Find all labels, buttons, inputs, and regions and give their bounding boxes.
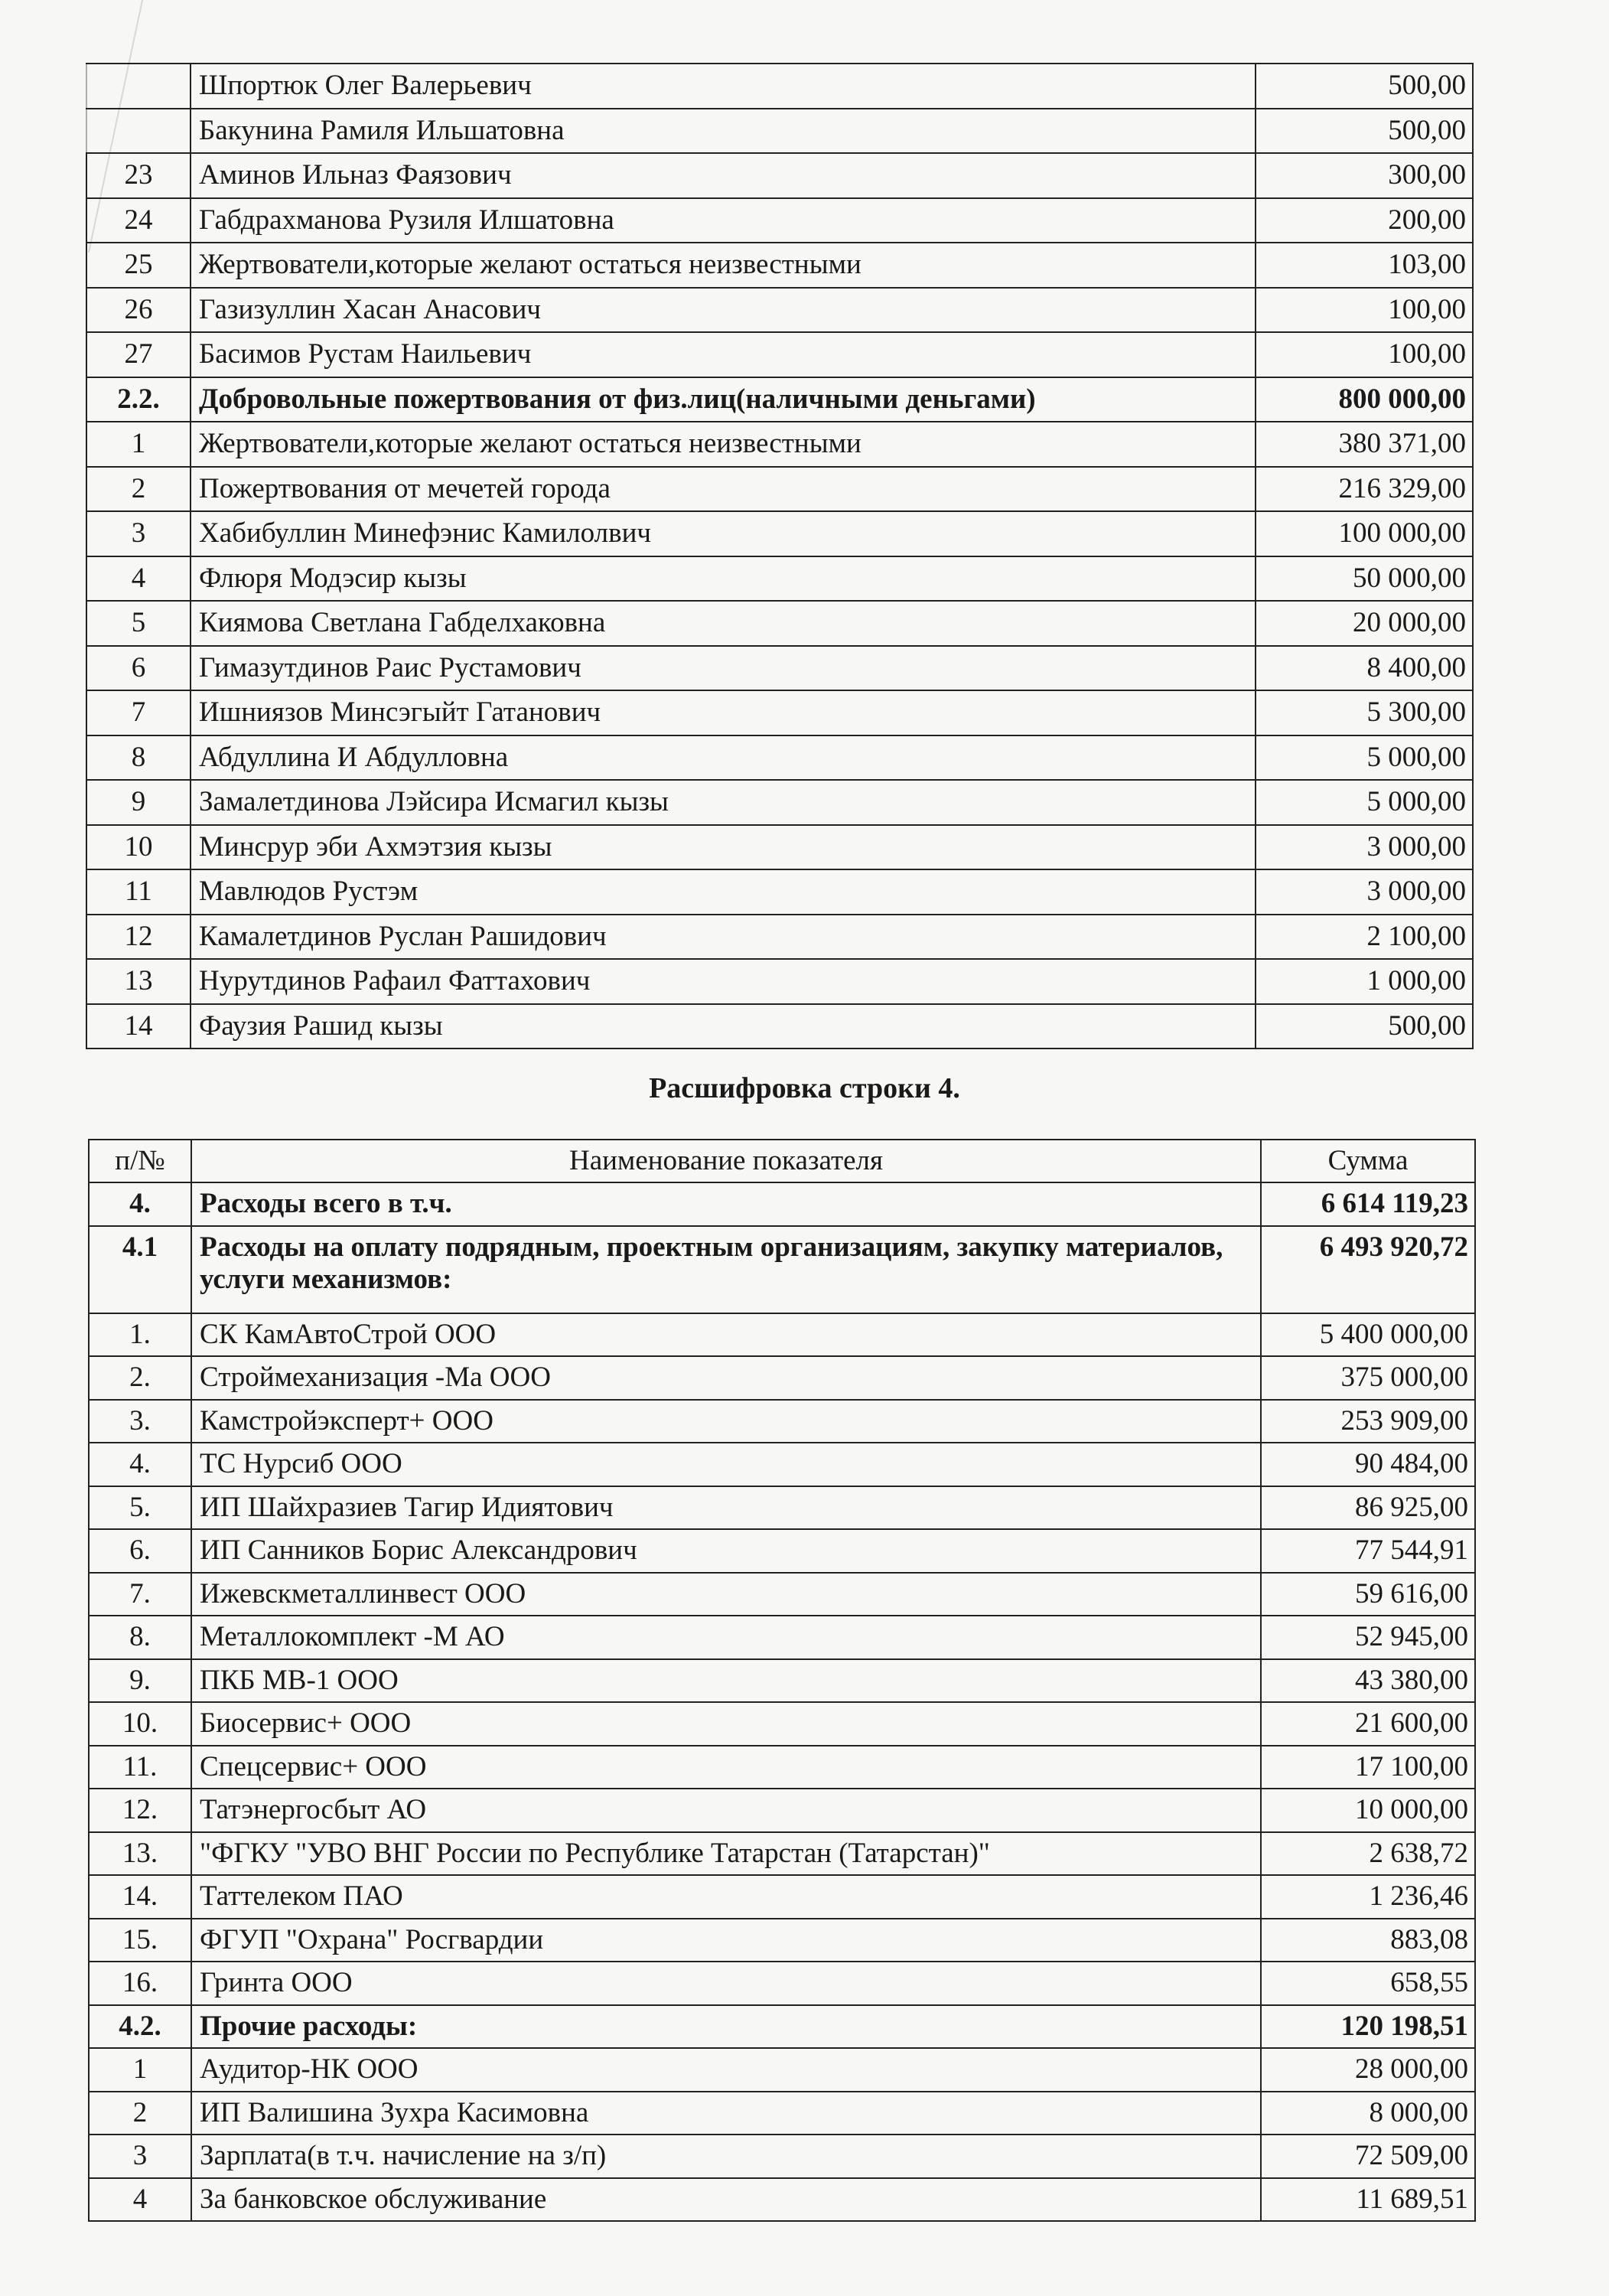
cell-name: Замалетдинова Лэйсира Исмагил кызы <box>191 780 1256 825</box>
table-row <box>89 1789 1475 1832</box>
cell-num: 10. <box>89 1702 191 1746</box>
cell-name: Прочие расходы: <box>191 2005 1261 2049</box>
cell-amount: 380 371,00 <box>1256 422 1473 467</box>
cell-amount: 6 493 920,72 <box>1261 1226 1475 1313</box>
cell-num: 4.1 <box>89 1226 191 1313</box>
cell-name: ИП Шайхразиев Тагир Идиятович <box>191 1486 1261 1530</box>
cell-name: Фаузия Рашид кызы <box>191 1004 1256 1049</box>
cell-name: Мавлюдов Рустэм <box>191 869 1256 915</box>
cell-num: 4. <box>89 1443 191 1486</box>
table-row <box>89 2048 1475 2092</box>
cell-num: 4 <box>89 2178 191 2222</box>
cell-amount: 658,55 <box>1261 1962 1475 2005</box>
table-row <box>86 869 1473 915</box>
table-row <box>89 1919 1475 1962</box>
table-row <box>86 422 1473 467</box>
cell-amount: 72 509,00 <box>1261 2135 1475 2178</box>
cell-amount: 200,00 <box>1256 198 1473 243</box>
cell-name: Габдрахманова Рузиля Илшатовна <box>191 198 1256 243</box>
cell-amount: 17 100,00 <box>1261 1746 1475 1789</box>
cell-num: 1 <box>89 2048 191 2092</box>
donations-table <box>86 63 1474 1049</box>
cell-name: ИП Валишина Зухра Касимовна <box>191 2092 1261 2135</box>
cell-num: 16. <box>89 1962 191 2005</box>
table-row <box>86 915 1473 960</box>
cell-amount: 500,00 <box>1256 64 1473 109</box>
cell-name: Строймеханизация -Ма ООО <box>191 1356 1261 1400</box>
cell-name: Гринта ООО <box>191 1962 1261 2005</box>
table-row <box>86 735 1473 781</box>
cell-amount: 59 616,00 <box>1261 1573 1475 1616</box>
table-row <box>86 243 1473 288</box>
header-name: Наименование показателя <box>191 1140 1261 1182</box>
cell-name: Жертвователи,которые желают остаться неизвестными <box>191 243 1256 288</box>
cell-name: Нурутдинов Рафаил Фаттахович <box>191 959 1256 1004</box>
cell-amount: 86 925,00 <box>1261 1486 1475 1530</box>
table-row <box>86 780 1473 825</box>
cell-num: 14 <box>86 1004 191 1049</box>
cell-num: 8. <box>89 1616 191 1659</box>
cell-amount: 883,08 <box>1261 1919 1475 1962</box>
table-row <box>89 2092 1475 2135</box>
table-row <box>86 332 1473 377</box>
cell-amount: 5 400 000,00 <box>1261 1313 1475 1357</box>
cell-amount: 253 909,00 <box>1261 1400 1475 1443</box>
cell-num: 27 <box>86 332 191 377</box>
cell-amount: 3 000,00 <box>1256 825 1473 870</box>
table-row <box>86 288 1473 333</box>
cell-num <box>86 109 191 154</box>
cell-name: Жертвователи,которые желают остаться неизвестными <box>191 422 1256 467</box>
cell-amount: 500,00 <box>1256 109 1473 154</box>
cell-num: 24 <box>86 198 191 243</box>
cell-name: ТС Нурсиб ООО <box>191 1443 1261 1486</box>
cell-amount: 5 000,00 <box>1256 780 1473 825</box>
cell-amount: 10 000,00 <box>1261 1789 1475 1832</box>
cell-amount: 77 544,91 <box>1261 1529 1475 1573</box>
cell-num: 13. <box>89 1832 191 1876</box>
cell-name: Металлокомплект -М АО <box>191 1616 1261 1659</box>
cell-num: 12. <box>89 1789 191 1832</box>
header-num: п/№ <box>89 1140 191 1182</box>
section-row <box>89 1226 1475 1313</box>
cell-amount: 43 380,00 <box>1261 1659 1475 1703</box>
cell-num: 2 <box>86 467 191 512</box>
cell-num: 15. <box>89 1919 191 1962</box>
table-row <box>89 1616 1475 1659</box>
section-row <box>86 377 1473 422</box>
cell-name: Флюря Модэсир кызы <box>191 556 1256 602</box>
cell-num: 12 <box>86 915 191 960</box>
cell-amount: 50 000,00 <box>1256 556 1473 602</box>
cell-num: 2 <box>89 2092 191 2135</box>
cell-name: ПКБ МВ-1 ООО <box>191 1659 1261 1703</box>
cell-num: 1. <box>89 1313 191 1357</box>
cell-num: 1 <box>86 422 191 467</box>
cell-amount: 90 484,00 <box>1261 1443 1475 1486</box>
table-row <box>89 1529 1475 1573</box>
cell-name: Биосервис+ ООО <box>191 1702 1261 1746</box>
table-row <box>86 198 1473 243</box>
cell-num: 10 <box>86 825 191 870</box>
cell-amount: 500,00 <box>1256 1004 1473 1049</box>
cell-name: СК КамАвтоСтрой ООО <box>191 1313 1261 1357</box>
section-row <box>89 1182 1475 1226</box>
cell-amount: 11 689,51 <box>1261 2178 1475 2222</box>
cell-name: Спецсервис+ ООО <box>191 1746 1261 1789</box>
table-row <box>89 1875 1475 1919</box>
table-row <box>89 1400 1475 1443</box>
cell-amount: 28 000,00 <box>1261 2048 1475 2092</box>
table-row <box>89 2135 1475 2178</box>
table-row <box>86 556 1473 602</box>
cell-amount: 2 100,00 <box>1256 915 1473 960</box>
table-row <box>86 1004 1473 1049</box>
cell-amount: 100,00 <box>1256 332 1473 377</box>
table-row <box>86 959 1473 1004</box>
cell-name: Расходы всего в т.ч. <box>191 1182 1261 1226</box>
header-amount: Сумма <box>1261 1140 1475 1182</box>
cell-num: 7. <box>89 1573 191 1616</box>
cell-num: 4.2. <box>89 2005 191 2049</box>
cell-num: 5. <box>89 1486 191 1530</box>
table-row <box>89 1659 1475 1703</box>
cell-name: Пожертвования от мечетей города <box>191 467 1256 512</box>
cell-amount: 21 600,00 <box>1261 1702 1475 1746</box>
cell-amount: 103,00 <box>1256 243 1473 288</box>
table-row <box>89 1573 1475 1616</box>
cell-name: Камалетдинов Руслан Рашидович <box>191 915 1256 960</box>
cell-num: 9 <box>86 780 191 825</box>
cell-num: 8 <box>86 735 191 781</box>
cell-num: 11. <box>89 1746 191 1789</box>
cell-name: Киямова Светлана Габделхаковна <box>191 601 1256 646</box>
cell-name: Расходы на оплату подрядным, проектным организациям, закупку материалов, услуги механизмов: <box>191 1226 1261 1313</box>
cell-name: Гимазутдинов Раис Рустамович <box>191 646 1256 691</box>
cell-name: Бакунина Рамиля Ильшатовна <box>191 109 1256 154</box>
table-row <box>86 64 1473 109</box>
table-row <box>89 1443 1475 1486</box>
cell-name: Газизуллин Хасан Анасович <box>191 288 1256 333</box>
section-caption: Расшифровка строки 4. <box>649 1072 960 1104</box>
cell-amount: 1 236,46 <box>1261 1875 1475 1919</box>
cell-num: 13 <box>86 959 191 1004</box>
table-row <box>89 1962 1475 2005</box>
cell-name: "ФГКУ "УВО ВНГ России по Республике Татарстан (Татарстан)" <box>191 1832 1261 1876</box>
cell-amount: 6 614 119,23 <box>1261 1182 1475 1226</box>
cell-amount: 1 000,00 <box>1256 959 1473 1004</box>
cell-name: Абдуллина И Абдулловна <box>191 735 1256 781</box>
cell-num: 26 <box>86 288 191 333</box>
cell-amount: 5 000,00 <box>1256 735 1473 781</box>
cell-name: Татэнергосбыт АО <box>191 1789 1261 1832</box>
cell-name: Ижевскметаллинвест ООО <box>191 1573 1261 1616</box>
cell-num: 3 <box>86 511 191 556</box>
cell-amount: 5 300,00 <box>1256 690 1473 735</box>
table-row <box>86 153 1473 198</box>
cell-num: 7 <box>86 690 191 735</box>
cell-num: 6. <box>89 1529 191 1573</box>
table-row <box>89 1486 1475 1530</box>
cell-amount: 120 198,51 <box>1261 2005 1475 2049</box>
cell-num: 6 <box>86 646 191 691</box>
table-row <box>89 2178 1475 2222</box>
cell-amount: 20 000,00 <box>1256 601 1473 646</box>
cell-num: 4. <box>89 1182 191 1226</box>
table-row <box>89 1746 1475 1789</box>
cell-name: Минсрур эби Ахмэтзия кызы <box>191 825 1256 870</box>
cell-num: 11 <box>86 869 191 915</box>
section-row <box>89 2005 1475 2049</box>
header-row <box>89 1140 1475 1182</box>
cell-num: 2. <box>89 1356 191 1400</box>
cell-name: Камстройэксперт+ ООО <box>191 1400 1261 1443</box>
cell-num: 5 <box>86 601 191 646</box>
cell-name: За банковское обслуживание <box>191 2178 1261 2222</box>
cell-name: Шпортюк Олег Валерьевич <box>191 64 1256 109</box>
cell-num: 3 <box>89 2135 191 2178</box>
cell-amount: 8 400,00 <box>1256 646 1473 691</box>
table-row <box>86 690 1473 735</box>
cell-name: Добровольные пожертвования от физ.лиц(наличными деньгами) <box>191 377 1256 422</box>
cell-num: 14. <box>89 1875 191 1919</box>
table-row <box>86 109 1473 154</box>
table-row <box>89 1313 1475 1357</box>
cell-num: 25 <box>86 243 191 288</box>
cell-name: Хабибуллин Минефэнис Камилолвич <box>191 511 1256 556</box>
cell-num: 23 <box>86 153 191 198</box>
table-row <box>86 511 1473 556</box>
cell-name: ИП Санников Борис Александрович <box>191 1529 1261 1573</box>
cell-amount: 375 000,00 <box>1261 1356 1475 1400</box>
cell-num <box>86 64 191 109</box>
cell-name: Аминов Ильназ Фаязович <box>191 153 1256 198</box>
table-row <box>86 646 1473 691</box>
cell-amount: 100,00 <box>1256 288 1473 333</box>
table-row <box>86 467 1473 512</box>
cell-name: Ишниязов Минсэгыйт Гатанович <box>191 690 1256 735</box>
cell-name: Басимов Рустам Наильевич <box>191 332 1256 377</box>
cell-amount: 216 329,00 <box>1256 467 1473 512</box>
cell-name: ФГУП "Охрана" Росгвардии <box>191 1919 1261 1962</box>
cell-name: Таттелеком ПАО <box>191 1875 1261 1919</box>
expenses-table <box>88 1139 1476 2222</box>
cell-name: Зарплата(в т.ч. начисление на з/п) <box>191 2135 1261 2178</box>
table-row <box>86 825 1473 870</box>
table-row <box>89 1702 1475 1746</box>
cell-num: 9. <box>89 1659 191 1703</box>
cell-amount: 3 000,00 <box>1256 869 1473 915</box>
cell-amount: 800 000,00 <box>1256 377 1473 422</box>
cell-amount: 100 000,00 <box>1256 511 1473 556</box>
cell-amount: 8 000,00 <box>1261 2092 1475 2135</box>
cell-num: 4 <box>86 556 191 602</box>
cell-amount: 2 638,72 <box>1261 1832 1475 1876</box>
table-row <box>89 1356 1475 1400</box>
cell-name: Аудитор-НК ООО <box>191 2048 1261 2092</box>
cell-amount: 300,00 <box>1256 153 1473 198</box>
cell-num: 2.2. <box>86 377 191 422</box>
table-row <box>86 601 1473 646</box>
table-row <box>89 1832 1475 1876</box>
cell-num: 3. <box>89 1400 191 1443</box>
cell-amount: 52 945,00 <box>1261 1616 1475 1659</box>
